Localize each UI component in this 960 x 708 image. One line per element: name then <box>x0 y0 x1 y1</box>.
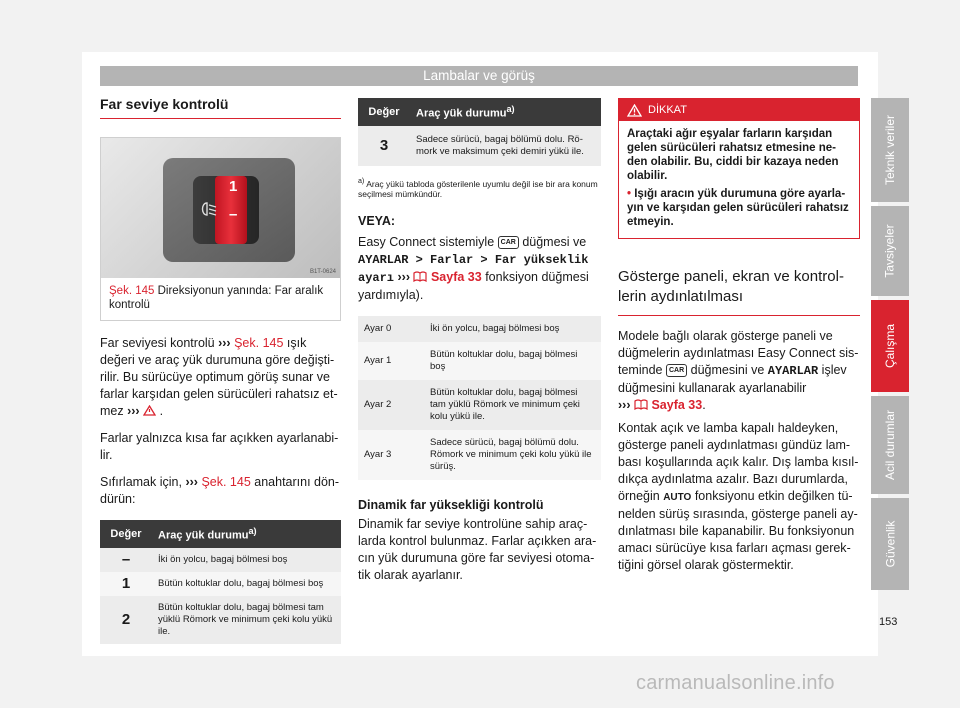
bullet-icon: • <box>627 188 632 200</box>
text: Kontak açık ve lamba kapalı haldeyken, gösterge paneli aydınlatması gündüz lambası koşullarında açık kalır. Dış lamba kısıldıkça aydınlatma azalır. Bazı durumlarda, örneğin <box>618 421 859 503</box>
paragraph-3 <box>100 474 341 508</box>
table-cell: Bütün koltuklar dolu, bagaj bölmesi boş <box>424 342 601 380</box>
text: işlev düğmesini kullanarak ayarlanabilir <box>618 363 847 395</box>
text: Modele bağlı olarak gösterge paneli ve düğmelerin aydınlatması Easy Connect sisteminde <box>618 329 859 377</box>
table-cell: Bütün koltuklar dolu, bagaj bölmesi tam yüklü Römork ve minimum çeki kolu yükü ile. <box>424 380 601 430</box>
warning-text: Araçtaki ağır eşyalar farların karşıdan gelen sürücüleri rahatsız etmesine neden olabilir. Bu, ciddi bir kazaya neden olabilir. <box>627 128 839 182</box>
tab-label: Çalışma <box>883 323 898 369</box>
menu-label: AYARLAR <box>767 364 819 378</box>
table-row <box>100 572 341 596</box>
warning-label: DİKKAT <box>648 104 687 116</box>
table-cell: Sadece sürücü, bagaj bölümü dolu. Römork ve minimum çeki kolu yükü ile sürüş. <box>424 430 601 480</box>
tab-guvenlik[interactable] <box>871 498 909 590</box>
text: Araç yük durumu <box>416 107 507 120</box>
table-cell: Sadece sürücü, bagaj bölümü dolu. Römork ve maksimum çeki demiri yükü ile. <box>410 126 601 166</box>
table-header: Değer <box>100 520 152 548</box>
car-button-icon[interactable]: CAR <box>498 236 519 249</box>
table-cell: Ayar 0 <box>358 316 424 342</box>
text: Sıfırlamak için, <box>100 475 182 489</box>
arrows: ››› <box>618 398 631 412</box>
text: ışık değeri ve araç yük durumuna göre değiştirilir. Bu sürücüye optimum görüş sunar ve farlar karşıdan gelen sürücüleri rahatsız etmez <box>100 336 338 418</box>
tab-tavsiyeler[interactable] <box>871 206 909 296</box>
chapter-header: Lambalar ve görüş <box>100 66 858 86</box>
auto-icon: AUTO <box>663 492 692 503</box>
tab-label: Tavsiyeler <box>883 224 898 278</box>
table-row <box>358 126 601 166</box>
table-row <box>358 430 601 480</box>
ayar-table <box>358 316 601 480</box>
page-number: 153 <box>879 616 898 628</box>
text: düğmesini ve <box>690 363 765 377</box>
warning-box <box>618 98 860 239</box>
table-cell: Ayar 3 <box>358 430 424 480</box>
menu-path: AYARLAR > Farlar > Far yükseklik ayarı <box>358 253 589 286</box>
arrows: ››› <box>218 336 231 350</box>
paragraph-1 <box>100 335 341 420</box>
link-fig-145[interactable]: Şek. 145 <box>234 336 284 350</box>
warning-body <box>619 121 859 238</box>
footnote <box>358 176 601 201</box>
text: Far seviyesi kontrolü <box>100 336 215 350</box>
table-header: Değer <box>358 98 410 126</box>
wheel-mark-1: 1 <box>229 178 238 195</box>
table-cell: 3 <box>358 126 410 166</box>
link-page-33[interactable]: Sayfa 33 <box>430 270 482 285</box>
section-title-far-seviye: Far seviye kontrolü <box>100 96 341 119</box>
table-row <box>100 548 341 572</box>
paragraph-dynamic: Dinamik far seviye kontrolüne sahip araçlarda kontrol bulunmaz. Farlar açıkken aracın yük durumuna göre far seviyesi otomatik olarak ayarlanır. <box>358 517 597 583</box>
figure-145 <box>100 137 341 321</box>
column-left <box>100 96 341 644</box>
side-tabs <box>871 98 909 594</box>
section-title-illumination: Gösterge paneli, ekran ve kontrollerin aydınlatılması <box>618 267 860 316</box>
arrows: ››› <box>127 404 140 418</box>
text: Easy Connect sistemiyle <box>358 235 495 250</box>
table-cell: İki ön yolcu, bagaj bölmesi boş <box>424 316 601 342</box>
figure-code: B1T-0624 <box>309 269 336 275</box>
table-header-row <box>358 98 601 126</box>
arrows: ››› <box>397 270 410 285</box>
text: anahtarını döndürün: <box>100 475 340 506</box>
text: . <box>702 398 706 412</box>
table-row <box>100 596 341 644</box>
warning-triangle-icon <box>627 104 642 117</box>
wheel-mark-dash: – <box>229 206 238 223</box>
table-cell: Ayar 1 <box>358 342 424 380</box>
table-cell: Ayar 2 <box>358 380 424 430</box>
warning-header <box>619 99 859 121</box>
table-header <box>152 520 341 548</box>
footnote-mark: a) <box>248 526 257 536</box>
book-icon[interactable] <box>413 271 427 282</box>
headlight-range-icon <box>198 200 218 218</box>
tab-label: Acil durumlar <box>883 409 897 481</box>
footnote-mark: a) <box>506 104 515 114</box>
text: Araç yükü tabloda gösterilenle uyumlu değil ise bir ara konum seçilmesi mümkündür. <box>358 178 598 200</box>
paragraph-2: Farlar yalnızca kısa far açıkken ayarlanabilir. <box>100 431 339 462</box>
table-header <box>410 98 601 126</box>
tab-calisma[interactable] <box>871 300 909 392</box>
tab-acil-durumlar[interactable] <box>871 396 909 494</box>
text: fonksiyonu etkin değilken tünelden sürüş sırasında, gösterge paneli aydınlatması bile kapanabilir. Bu fonksiyonun amacı sürücüye kısa farları açması gerektiğini görsel olarak göstermektir. <box>618 489 858 572</box>
table-cell: – <box>100 548 152 572</box>
link-page-33[interactable]: Sayfa 33 <box>651 398 703 412</box>
paragraph-easy-connect <box>358 234 601 304</box>
column-right <box>618 98 860 574</box>
tab-label: Teknik veriler <box>883 114 897 186</box>
load-table <box>100 520 341 644</box>
load-table-continued <box>358 98 601 166</box>
link-fig-145[interactable]: Şek. 145 <box>201 475 251 489</box>
tab-label: Güvenlik <box>883 520 897 568</box>
text: . <box>159 404 164 418</box>
paragraph-illum-2 <box>618 420 860 574</box>
table-cell: 2 <box>100 596 152 644</box>
figure-caption <box>101 278 340 320</box>
car-button-icon[interactable]: CAR <box>666 364 687 377</box>
table-header-row <box>100 520 341 548</box>
table-cell: 1 <box>100 572 152 596</box>
warning-triangle-icon[interactable] <box>143 405 156 416</box>
subhead-dynamic: Dinamik far yüksekliği kontrolü <box>358 498 544 513</box>
table-cell: Bütün koltuklar dolu, bagaj bölmesi tam yüklü Römork ve minimum çeki kolu yükü ile. <box>152 596 341 644</box>
footnote-mark: a) <box>358 176 365 185</box>
figure-image <box>101 138 340 278</box>
column-middle <box>358 98 601 584</box>
table-cell: İki ön yolcu, bagaj bölmesi boş <box>152 548 341 572</box>
arrows: ››› <box>185 475 198 489</box>
paragraph-illum-1 <box>618 328 860 414</box>
book-icon[interactable] <box>634 399 648 410</box>
table-row <box>358 316 601 342</box>
tab-teknik-veriler[interactable] <box>871 98 909 202</box>
table-row <box>358 380 601 430</box>
table-row <box>358 342 601 380</box>
text: Araç yük durumu <box>158 529 249 542</box>
warning-bullet <box>627 187 851 229</box>
text: Işığı aracın yük durumuna göre ayarlayın ve karşıdan gelen sürücüleri rahatsız etmeyin. <box>627 188 849 228</box>
watermark: carmanualsonline.info <box>636 672 835 694</box>
caption-text: Direksiyonun yanında: Far aralık kontrolü <box>109 285 324 311</box>
text: fonksiyon düğmesi yardımıyla). <box>358 270 589 303</box>
veya-label: VEYA: <box>358 214 396 229</box>
caption-ref: Şek. 145 <box>109 285 155 297</box>
text: düğmesi ve <box>522 235 587 250</box>
table-cell: Bütün koltuklar dolu, bagaj bölmesi boş <box>152 572 341 596</box>
